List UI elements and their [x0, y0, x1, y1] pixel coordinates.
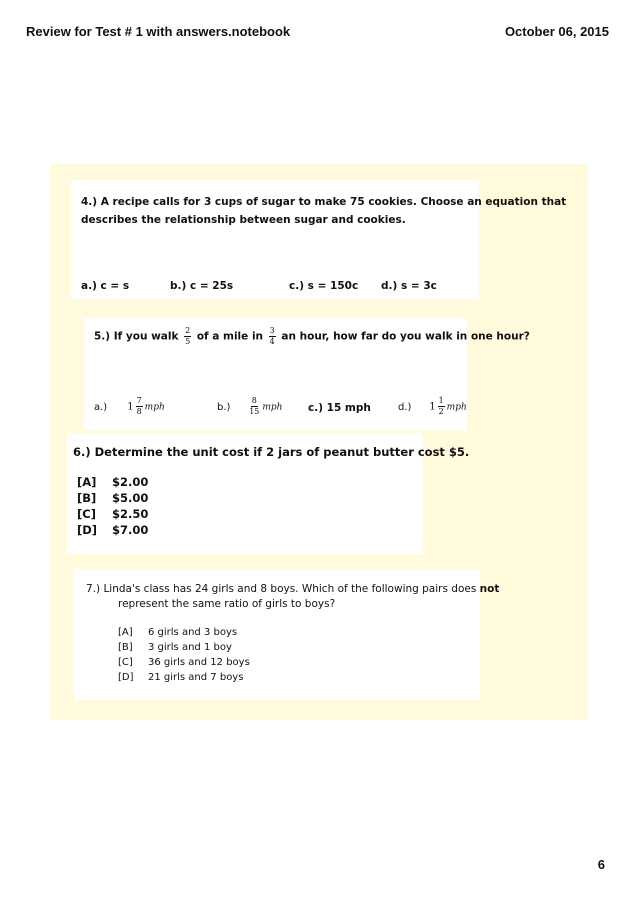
q4-option-d: d.) s = 3c — [381, 280, 437, 292]
question-5-card — [84, 318, 530, 430]
q6-option-c: [C] $2.50 — [77, 507, 149, 521]
q6-question: 6.) Determine the unit cost if 2 jars of peanut butter cost $5. — [73, 445, 470, 459]
q7-option-c: [C] 36 girls and 12 boys — [118, 657, 250, 668]
q4-line1: 4.) A recipe calls for 3 cups of sugar to make 75 cookies. Choose an equation that — [81, 196, 567, 208]
question-6-card — [67, 433, 470, 554]
q4-option-c: c.) s = 150c — [289, 280, 359, 292]
q5-fraction-1: $\frac{2}{5}$ — [185, 326, 191, 346]
q7-not-emphasis: not — [479, 583, 500, 595]
document-title: Review for Test # 1 with answers.notebook — [26, 24, 291, 39]
q4-line2: describes the relationship between sugar and cookies. — [81, 214, 406, 226]
q5-mid: of a mile in — [196, 330, 264, 343]
q5-option-d: d.) 1 $\frac{1}{2}$ mph — [398, 396, 467, 416]
q5-option-b: b.) $\frac{8}{15}$ mph — [217, 396, 283, 416]
q7-line1: 7.) Linda's class has 24 girls and 8 boys. Which of the following pairs does not — [86, 583, 500, 595]
q5-fraction-2: $\frac{3}{4}$ — [269, 326, 275, 346]
q7-option-d: [D] 21 girls and 7 boys — [118, 672, 244, 683]
q6-option-d: [D] $7.00 — [77, 523, 149, 537]
q5-question — [94, 326, 530, 347]
q7-line2: represent the same ratio of girls to boys? — [118, 598, 336, 610]
q7-option-b: [B] 3 girls and 1 boy — [118, 642, 232, 653]
q4-option-a: a.) c = s — [81, 280, 130, 292]
q5-prefix: 5.) If you walk — [94, 330, 179, 343]
question-4-card — [71, 180, 567, 299]
q7-option-a: [A] 6 girls and 3 boys — [118, 627, 238, 638]
document-date: October 06, 2015 — [504, 24, 609, 39]
question-7-card — [74, 569, 500, 700]
q5-suffix: an hour, how far do you walk in one hour? — [281, 330, 530, 343]
q6-option-b: [B] $5.00 — [77, 491, 149, 505]
page-number: 6 — [597, 857, 605, 872]
q6-option-a: [A] $2.00 — [77, 475, 149, 489]
q5-option-a: a.) 1 $\frac{7}{8}$ mph — [94, 396, 165, 416]
q5-option-c: c.) 15 mph — [308, 402, 371, 414]
q4-option-b: b.) c = 25s — [170, 280, 234, 292]
